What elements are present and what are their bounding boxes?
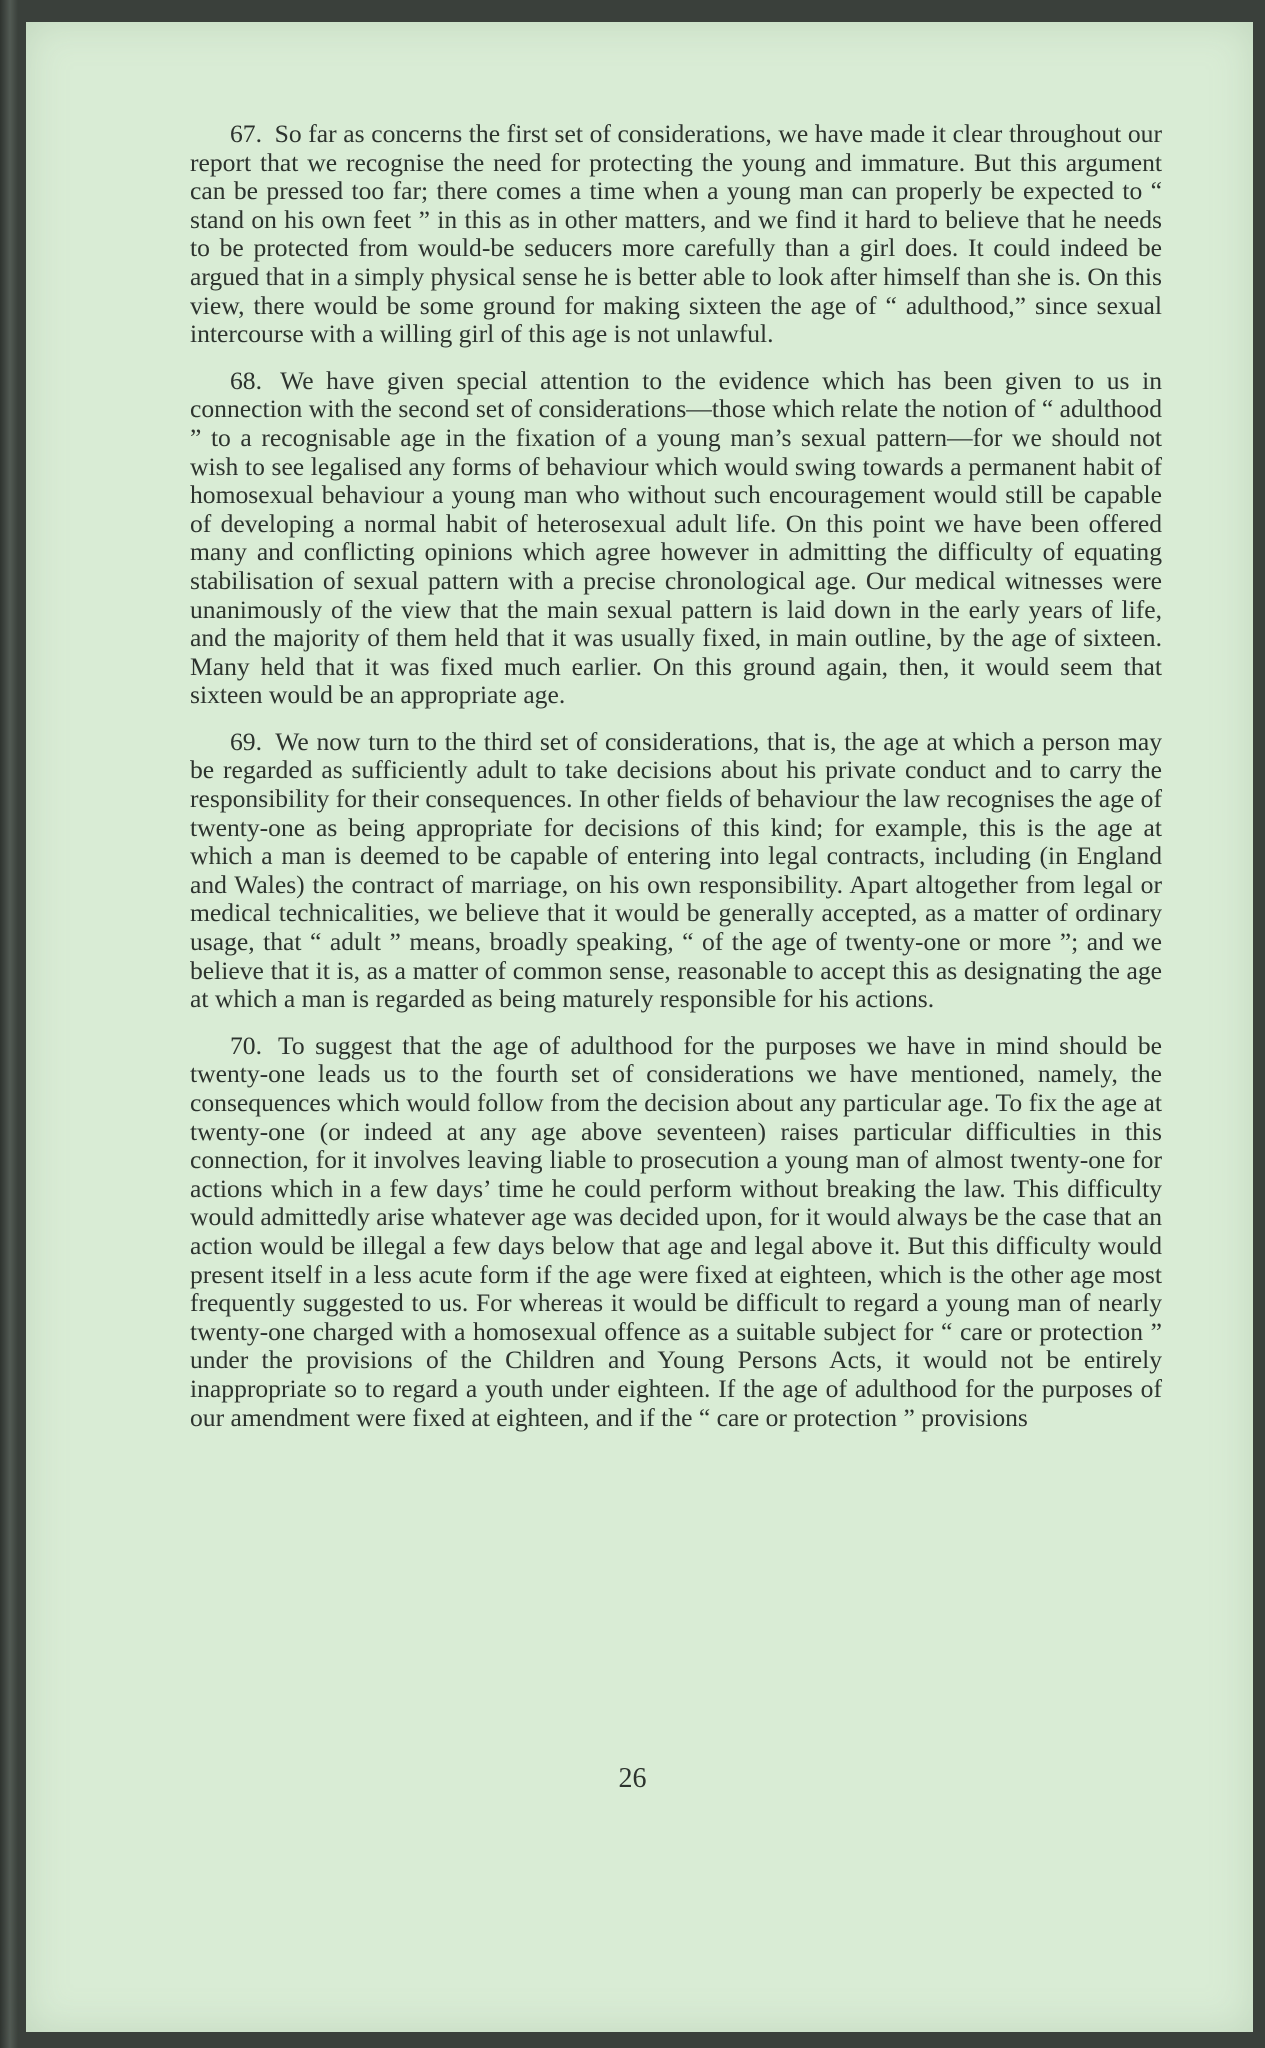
- paragraph-number: 69.: [230, 726, 262, 756]
- document-body: [190, 120, 1162, 1450]
- paragraph-text: We now turn to the third set of considerations, that is, the age at which a person may be regarded as sufficiently adult to take decisions about his private conduct and to carry the responsibility for their consequences. In other fields of behaviour the law recognises the age of twenty-one as being appropriate for decisions of this kind; for example, this is the age at which a man is deemed to be capable of entering into legal contracts, including (in England and Wales) the contract of marriage, on his own responsibility. Apart altogether from legal or medical technicalities, we believe that it would be generally accepted, as a matter of ordinary usage, that “ adult ” means, broadly speaking, “ of the age of twenty-one or more ”; and we believe that it is, as a matter of common sense, reasonable to accept this as designating the age at which a man is regarded as being maturely responsible for his actions.: [190, 726, 1163, 1014]
- paragraph-text: So far as concerns the first set of considerations, we have made it clear throughout our report that we recognise the need for protecting the young and immature. But this argument can be pressed too far; there comes a time when a young man can properly be expected to “ stand on his own feet ” in this as in other matters, and we find it hard to believe that he needs to be protected from would-be seducers more carefully than a girl does. It could indeed be argued that in a simply physical sense he is better able to look after himself than she is. On this view, there would be some ground for making sixteen the age of “ adulthood,” since sexual intercourse with a willing girl of this age is not unlawful.: [190, 119, 1162, 349]
- paragraph-text: To suggest that the age of adulthood for the purposes we have in mind should be twenty-one leads us to the fourth set of considerations we have mentioned, namely, the consequences which would follow from the decision about any particular age. To fix the age at twenty-one (or indeed at any age above seventeen) raises particular difficulties in this connection, for it involves leaving liable to prosecution a young man of almost twenty-one for actions which in a few days’ time he could perform without breaking the law. This difficulty would admittedly arise whatever age was decided upon, for it would always be the case that an action would be illegal a few days below that age and legal above it. But this difficulty would present itself in a less acute form if the age were fixed at eighteen, which is the other age most frequently suggested to us. For whereas it would be difficult to regard a young man of nearly twenty-one charged with a homosexual offence as a suitable subject for “ care or protection ” under the provisions of the Children and Young Persons Acts, it would not be entirely inappropriate so to regard a youth under eighteen. If the age of adulthood for the purposes of our amendment were fixed at eighteen, and if the “ care or protection ” provisions: [190, 1030, 1163, 1432]
- paragraph-69: [190, 728, 1162, 1014]
- paragraph-number: 67.: [230, 119, 262, 148]
- paragraph-68: [190, 367, 1162, 710]
- paragraph-number: 68.: [230, 365, 262, 395]
- paragraph-70: [190, 1032, 1162, 1432]
- paragraph-text: We have given special attention to the evidence which has been given to us in connection with the second set of considerations—those which relate the notion of “ adulthood ” to a recognisable age in the fixation of a young man’s sexual pattern—for we should not wish to see legalised any forms of behaviour which would swing towards a permanent habit of homosexual behaviour a young man who without such encouragement would still be capable of developing a normal habit of heterosexual adult life. On this point we have been offered many and conflicting opinions which agree however in admitting the difficulty of equating stabilisation of sexual pattern with a precise chronological age. Our medical witnesses were unanimously of the view that the main sexual pattern is laid down in the early years of life, and the majority of them held that it was usually fixed, in main outline, by the age of sixteen. Many held that it was fixed much earlier. On this ground again, then, it would seem that sixteen would be an appropriate age.: [190, 365, 1163, 710]
- page-number: 26: [618, 1763, 647, 1794]
- paragraph-67: [190, 120, 1162, 349]
- paragraph-number: 70.: [230, 1030, 262, 1060]
